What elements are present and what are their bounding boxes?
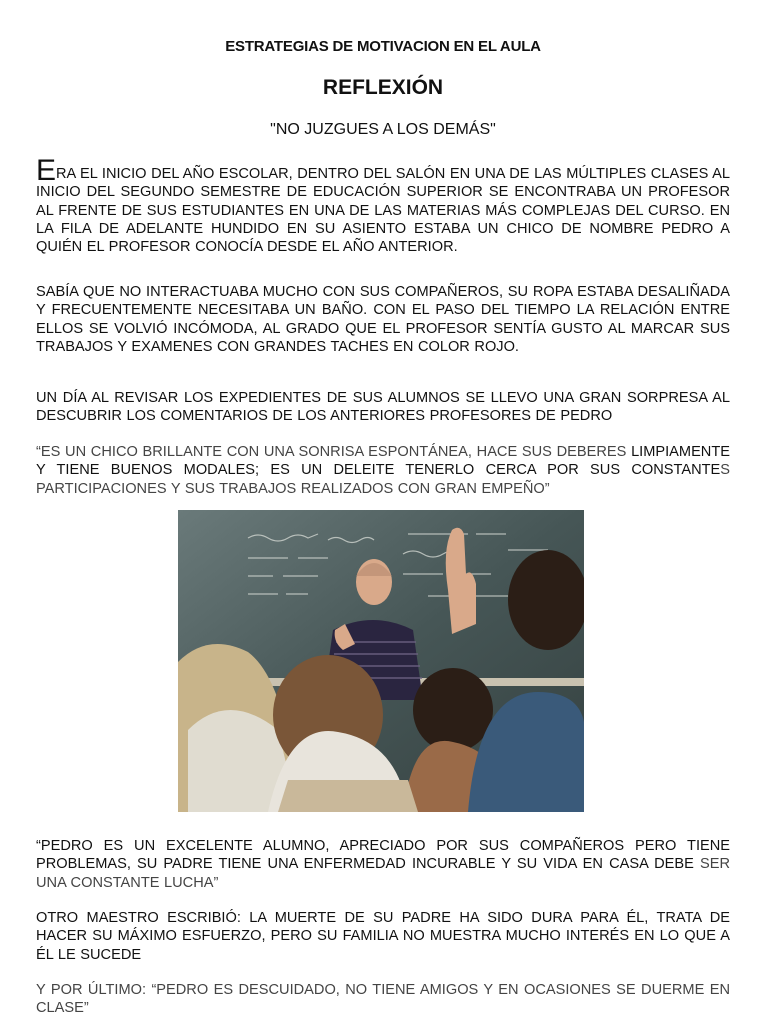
paragraph-3: UN DÍA AL REVISAR LOS EXPEDIENTES DE SUS ALUMNOS SE LLEVO UNA GRAN SORPRESA AL DESCUBRIR LOS COMENTARIOS DE LOS ANTERIORES PROFESORES DE PEDRO (36, 390, 730, 425)
paragraph-6: OTRO MAESTRO ESCRIBIÓ: LA MUERTE DE SU PADRE HA SIDO DURA PARA ÉL, TRATA DE HACER SU MÁXIMO ESFUERZO, PERO SU FAMILIA NO MUESTRA MUCHO INTERÉS EN LO QUE A ÉL LE SUCEDE (36, 910, 730, 963)
paragraph-7: Y POR ÚLTIMO: “PEDRO ES DESCUIDADO, NO TIENE AMIGOS Y EN OCASIONES SE DUERME EN CLASE” (36, 982, 730, 1017)
paragraph-5-quote (36, 837, 730, 892)
paragraph-2: SABÍA QUE NO INTERACTUABA MUCHO CON SUS COMPAÑEROS, SU ROPA ESTABA DESALIÑADA Y FRECUENTEMENTE NECESITABA UN BAÑO. CON EL PASO DEL TIEMPO LA RELACIÓN ENTRE ELLOS SE VOLVIÓ INCÓMODA, AL GRADO QUE EL PROFESOR SENTÍA GUSTO AL MARCAR SUS TRABAJOS Y EXAMENES CON GRANDES TACHES EN COLOR ROJO. (36, 284, 730, 355)
classroom-photo (178, 510, 584, 812)
page-title: REFLEXIÓN (322, 76, 444, 99)
quote-part-b: LIMPIAMENTE Y TIENE BUENOS MODALES; ES UN DELEITE TENERLO CERCA POR SUS CONSTANTE (36, 444, 730, 479)
quote-part-a: “ES UN CHICO BRILLANTE CON UNA SONRISA ESPONTÁNEA, HACE SUS DEBERES (36, 444, 632, 460)
paragraph-1 (36, 154, 730, 256)
quote-2-part-a: “PEDRO ES UN EXCELENTE ALUMNO, APRECIADO POR SUS COMPAÑEROS PERO TIENE PROBLEMAS, SU PADRE TIENE UNA ENFERMEDAD INCURABLE Y SU VIDA EN CASA DEBE (36, 838, 730, 873)
document-header: ESTRATEGIAS DE MOTIVACION EN EL AULA (225, 38, 541, 55)
paragraph-1-text: RA EL INICIO DEL AÑO ESCOLAR, DENTRO DEL SALÓN EN UNA DE LAS MÚLTIPLES CLASES AL INICIO DEL SEGUNDO SEMESTRE DE EDUCACIÓN SUPERIOR SE ENCONTRABA UN PROFESOR AL FRENTE DE SUS ESTUDIANTES EN UNA DE LAS MATERIAS MÁS COMPLEJAS DEL CURSO. EN LA FILA DE ADELANTE HUNDIDO EN SU ASIENTO ESTABA UN CHICO DE NOMBRE PEDRO A QUIÉN EL PROFESOR CONOCÍA DESDE EL AÑO ANTERIOR. (36, 166, 730, 256)
quote-part-c: S PARTICIPACIONES Y SUS TRABAJOS REALIZADOS CON GRAN EMPEÑO” (36, 462, 730, 497)
drop-cap: E (36, 154, 57, 187)
quote-2-part-b: SER UNA CONSTANTE LUCHA” (36, 856, 730, 891)
paragraph-4-quote (36, 443, 730, 498)
page-subtitle: "NO JUZGUES A LOS DEMÁS" (270, 121, 496, 138)
